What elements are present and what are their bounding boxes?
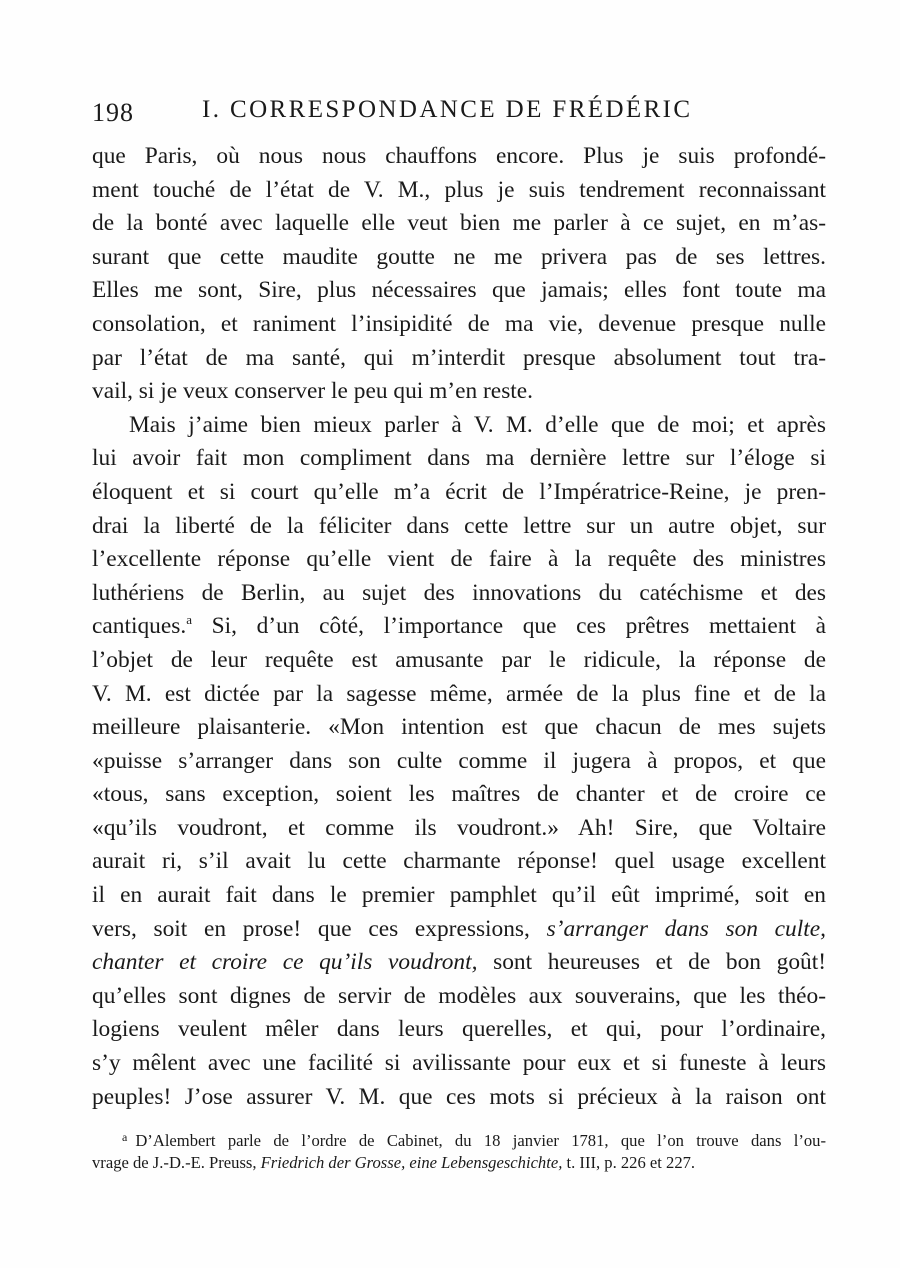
text-line: éloquent et si court qu’elle m’a écrit de l’Impératrice-Reine, je pren-	[92, 478, 826, 505]
text-line: «puisse s’arranger dans son culte comme il jugera à propos, et que	[92, 747, 826, 774]
footnote-line	[92, 1124, 826, 1150]
page-number: 198	[92, 98, 134, 127]
text-segment: vers, soit en prose! que ces expressions,	[92, 915, 547, 942]
text-line: par l’état de ma santé, qui m’interdit presque absolument tout tra-	[92, 344, 826, 371]
footnote-marker: a	[122, 1130, 128, 1144]
text-line: l’objet de leur requête est amusante par le ridicule, la réponse de	[92, 646, 826, 673]
text-line: meilleure plaisanterie. «Mon intention est que chacun de mes sujets	[92, 714, 826, 741]
text-line: de la bonté avec laquelle elle veut bien me parler à ce sujet, en m’as-	[92, 210, 826, 237]
footnote-line	[92, 1150, 826, 1176]
running-title: I. CORRESPONDANCE DE FRÉDÉRIC	[202, 96, 693, 123]
text-line: V. M. est dictée par la sagesse même, armée de la plus fine et de la	[92, 680, 826, 707]
text-line: lui avoir fait mon compliment dans ma dernière lettre sur l’éloge si	[92, 445, 826, 472]
text-line: surant que cette maudite goutte ne me privera pas de ses lettres.	[92, 243, 826, 270]
main-text	[92, 140, 826, 1114]
footnote	[92, 1124, 826, 1176]
text-line: peuples! J’ose assurer V. M. que ces mots si précieux à la raison ont	[92, 1083, 826, 1110]
text-line: Elles me sont, Sire, plus nécessaires que jamais; elles font toute ma	[92, 277, 826, 304]
text-line: il en aurait fait dans le premier pamphlet qu’il eût imprimé, soit en	[92, 882, 826, 909]
text-line	[92, 913, 826, 947]
running-head	[92, 92, 832, 132]
footnote-text: vrage de J.-D.-E. Preuss,	[92, 1153, 261, 1172]
text-line	[92, 610, 826, 644]
footnote-text: t. III, p. 226 et 227.	[562, 1153, 696, 1172]
text-line	[92, 946, 826, 980]
text-line: l’excellente réponse qu’elle vient de faire à la requête des ministres	[92, 546, 826, 573]
text-line: consolation, et raniment l’insipidité de ma vie, devenue presque nulle	[92, 310, 826, 337]
text-line: logiens veulent mêler dans leurs querelles, et qui, pour l’ordinaire,	[92, 1016, 826, 1043]
text-segment: sont heureuses et de bon goût!	[477, 949, 826, 976]
text-line: «qu’ils voudront, et comme ils voudront.» Ah! Sire, que Voltaire	[92, 814, 826, 841]
text-line: que Paris, où nous nous chauffons encore. Plus je suis profondé-	[92, 143, 826, 169]
footnote-text: D’Alembert parle de l’ordre de Cabinet, du 18 janvier 1781, que l’on trouve dans l’ou-	[135, 1131, 826, 1150]
text-line: qu’elles sont dignes de servir de modèles aux souverains, que les théo-	[92, 982, 826, 1009]
text-line: «tous, sans exception, soient les maîtres de chanter et de croire ce	[92, 781, 826, 808]
text-line: ment touché de l’état de V. M., plus je suis tendrement reconnaissant	[92, 176, 826, 203]
italic-quote: chanter et croire ce qu’ils voudront,	[92, 949, 478, 976]
text-segment: cantiques.	[92, 613, 187, 640]
footnote-reference[interactable]: a	[186, 612, 192, 628]
text-line: Mais j’aime bien mieux parler à V. M. d’elle que de moi; et après	[129, 411, 826, 438]
text-line: s’y mêlent avec une facilité si avilissante pour eux et si funeste à leurs	[92, 1050, 826, 1077]
text-line: vail, si je veux conserver le peu qui m’en reste.	[92, 378, 534, 405]
text-line: drai la liberté de la féliciter dans cette lettre sur un autre objet, sur	[92, 512, 826, 539]
text-line: luthériens de Berlin, au sujet des innovations du catéchisme et des	[92, 579, 826, 606]
text-segment: Si, d’un côté, l’importance que ces prêtres mettaient à	[191, 613, 826, 640]
italic-quote: s’arranger dans son culte,	[546, 915, 826, 942]
book-title: Friedrich der Grosse, eine Lebensgeschichte,	[260, 1153, 563, 1172]
text-line: aurait ri, s’il avait lu cette charmante réponse! quel usage excellent	[92, 848, 826, 875]
